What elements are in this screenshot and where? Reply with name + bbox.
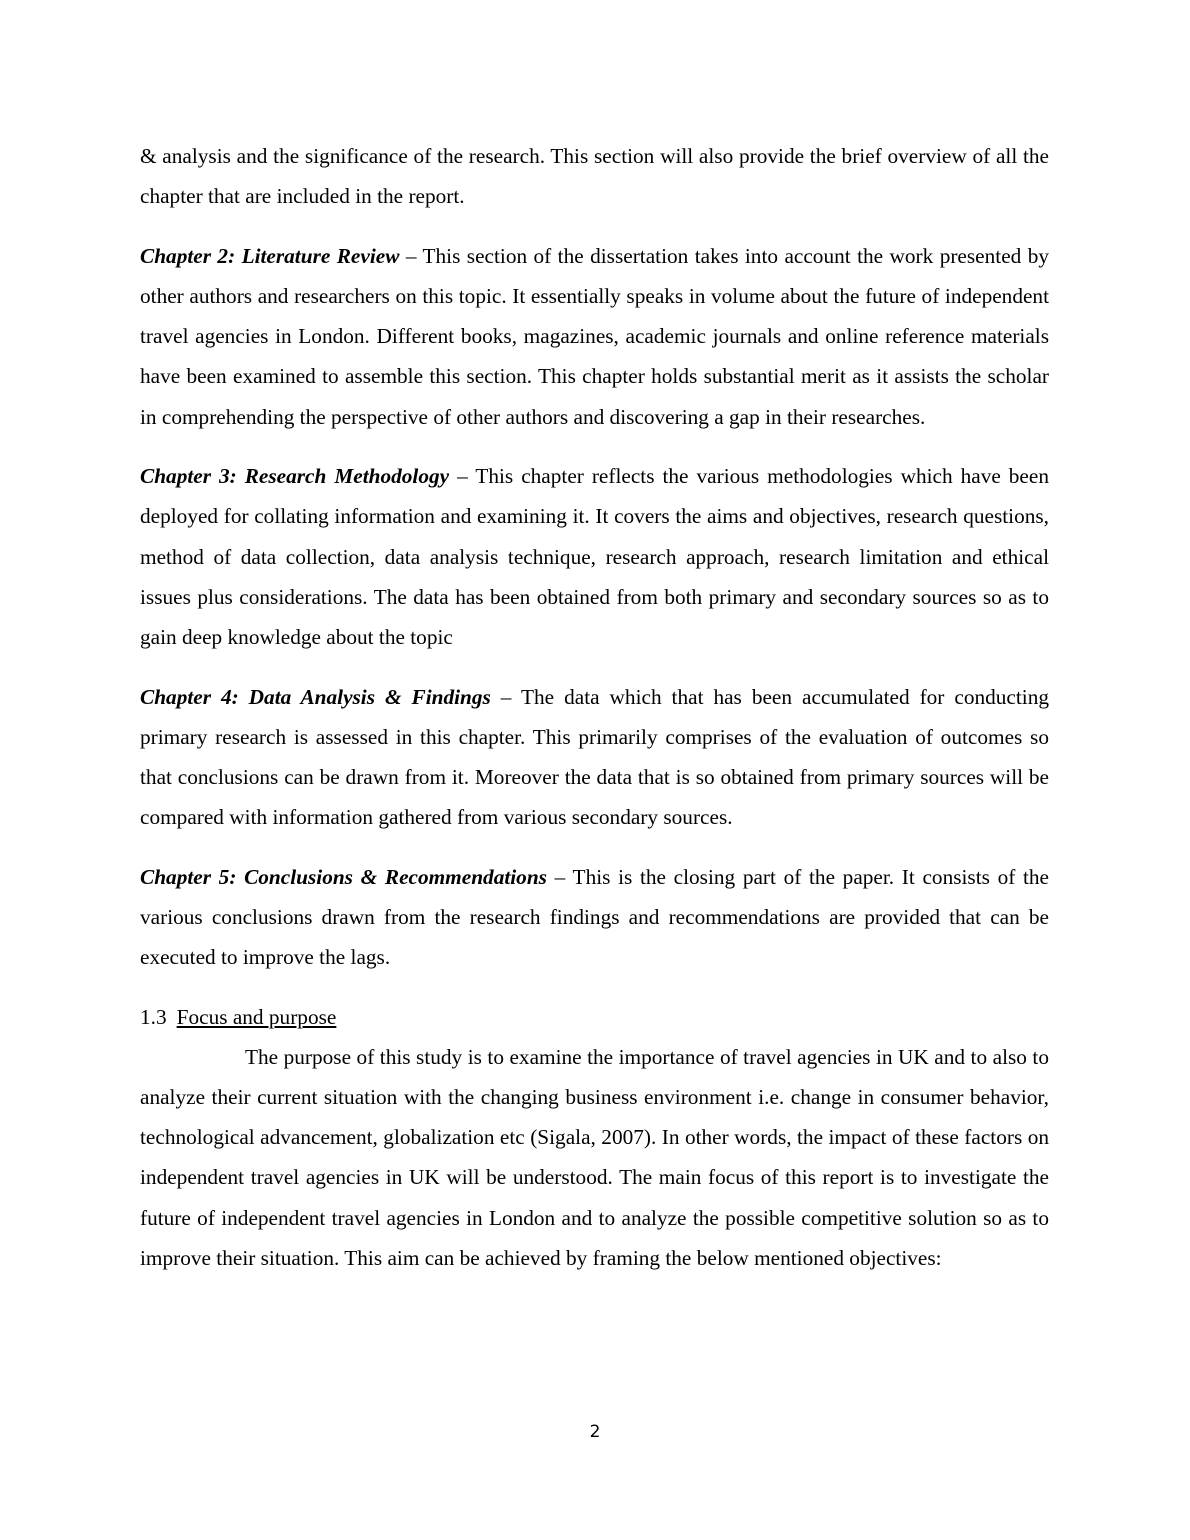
chapter-3-description: – This chapter reflects the various methodologies which have been deployed for collating information and examining it. It covers the aims and objectives, research questions, method of data collection, data analysis technique, research approach, research limitation and ethical issues plus considerations. The data has been obtained from both primary and secondary sources so as to gain deep knowledge about the topic	[140, 464, 1049, 650]
intro-continuation-paragraph: & analysis and the significance of the research. This section will also provide the brief overview of all the chapter that are included in the report.	[140, 144, 1049, 209]
chapter-4-description: – The data which that has been accumulated for conducting primary research is assessed in this chapter. This primarily comprises of the evaluation of outcomes so that conclusions can be drawn from it. Moreover the data that is so obtained from primary sources will be compared with information gathered from various secondary sources.	[140, 684, 1049, 830]
section-title: Focus and purpose	[176, 1004, 337, 1029]
section-number: 1.3	[140, 1004, 167, 1029]
chapter-5-title: Chapter 5: Conclusions & Recommendations	[140, 864, 547, 889]
chapter-2-title: Chapter 2: Literature Review	[140, 243, 400, 268]
chapter-3-paragraph	[140, 456, 1049, 657]
chapter-4-title: Chapter 4: Data Analysis & Findings	[140, 684, 491, 709]
chapter-2-description: – This section of the dissertation takes into account the work presented by other authors and researchers on this topic. It essentially speaks in volume about the future of independent travel agencies in London. Different books, magazines, academic journals and online reference materials have been examined to assemble this section. This chapter holds substantial merit as it assists the scholar in comprehending the perspective of other authors and discovering a gap in their researches.	[140, 243, 1050, 429]
section-body-paragraph: The purpose of this study is to examine the importance of travel agencies in UK and to also to analyze their current situation with the changing business environment i.e. change in consumer behavior, technological advancement, globalization etc (Sigala, 2007). In other words, the impact of these factors on independent travel agencies in UK will be understood. The main focus of this report is to investigate the future of independent travel agencies in London and to analyze the possible competitive solution so as to improve their situation. This aim can be achieved by framing the below mentioned objectives:	[140, 1044, 1049, 1270]
document-page	[140, 136, 1049, 1278]
page-number: 2	[589, 1422, 601, 1442]
chapter-2-paragraph	[140, 236, 1049, 437]
chapter-5-paragraph	[140, 857, 1049, 978]
chapter-4-paragraph	[140, 677, 1049, 838]
section-heading	[140, 997, 1049, 1037]
chapter-3-title: Chapter 3: Research Methodology	[140, 464, 450, 489]
chapter-5-description: – This is the closing part of the paper. It consists of the various conclusions drawn from the research findings and recommendations are provided that can be executed to improve the lags.	[140, 864, 1049, 970]
